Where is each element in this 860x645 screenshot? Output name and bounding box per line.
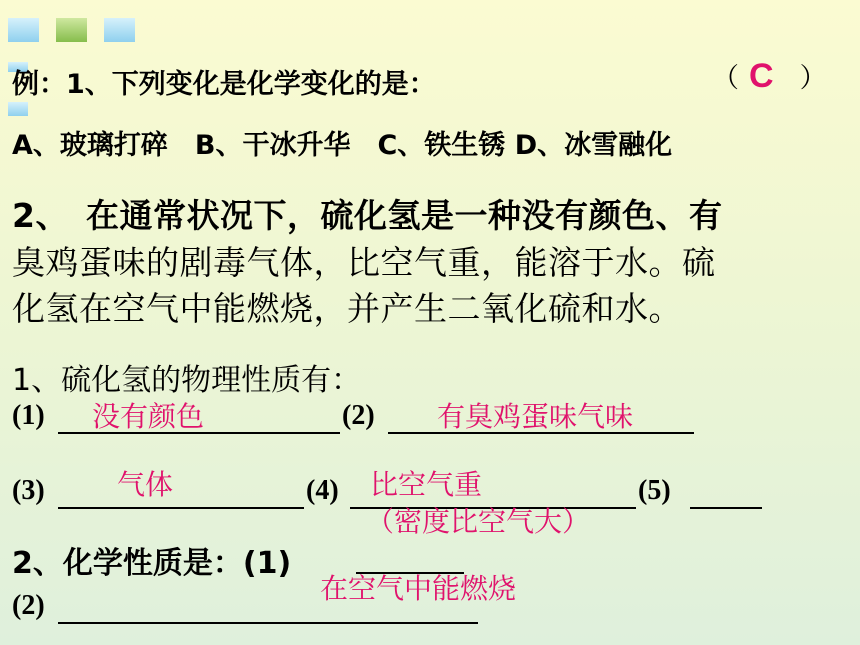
question-2-line-1: 2、 在通常状况下，硫化氢是一种没有颜色、有 [12, 196, 723, 235]
question-2-line-3: 化氢在空气中能燃烧，并产生二氧化硫和水。 [12, 289, 682, 328]
label-2: (2) [342, 400, 375, 431]
answer-c: C [749, 57, 774, 95]
label-5: (5) [638, 475, 671, 506]
answer-chemical-1: 在空气中能燃烧 [320, 572, 517, 605]
decor-square-green [56, 18, 87, 42]
chemical-properties-heading: 2、化学性质是：(1) [12, 546, 292, 581]
question-2-line-2: 臭鸡蛋味的剧毒气体，比空气重，能溶于水。硫 [12, 243, 716, 282]
answer-line-chem-2 [58, 622, 478, 624]
answer-line-5 [690, 507, 762, 509]
label-3: (3) [12, 475, 45, 506]
physical-properties-heading: 1、硫化氢的物理性质有： [12, 363, 362, 398]
decor-square-blue-small [8, 102, 28, 116]
answer-physical-4-note: （密度比空气大） [366, 505, 591, 538]
label-4: (4) [306, 475, 339, 506]
decor-square-blue [104, 18, 135, 42]
answer-bracket [712, 56, 827, 96]
answer-line-3 [58, 507, 304, 509]
example-options: A、玻璃打碎 B、干冰升华 C、铁生锈 D、冰雪融化 [12, 130, 673, 161]
answer-physical-1: 没有颜色 [92, 400, 205, 433]
decor-square-blue [8, 18, 39, 42]
paren-close: ） [799, 63, 827, 94]
answer-physical-4: 比空气重 [370, 468, 483, 501]
example-question-1: 例：1、下列变化是化学变化的是： [12, 69, 436, 100]
answer-physical-3: 气体 [117, 468, 174, 501]
label-chem-2: (2) [12, 590, 45, 621]
answer-physical-2: 有臭鸡蛋味气味 [437, 400, 634, 433]
paren-open: （ [712, 63, 739, 94]
label-1: (1) [12, 400, 45, 431]
